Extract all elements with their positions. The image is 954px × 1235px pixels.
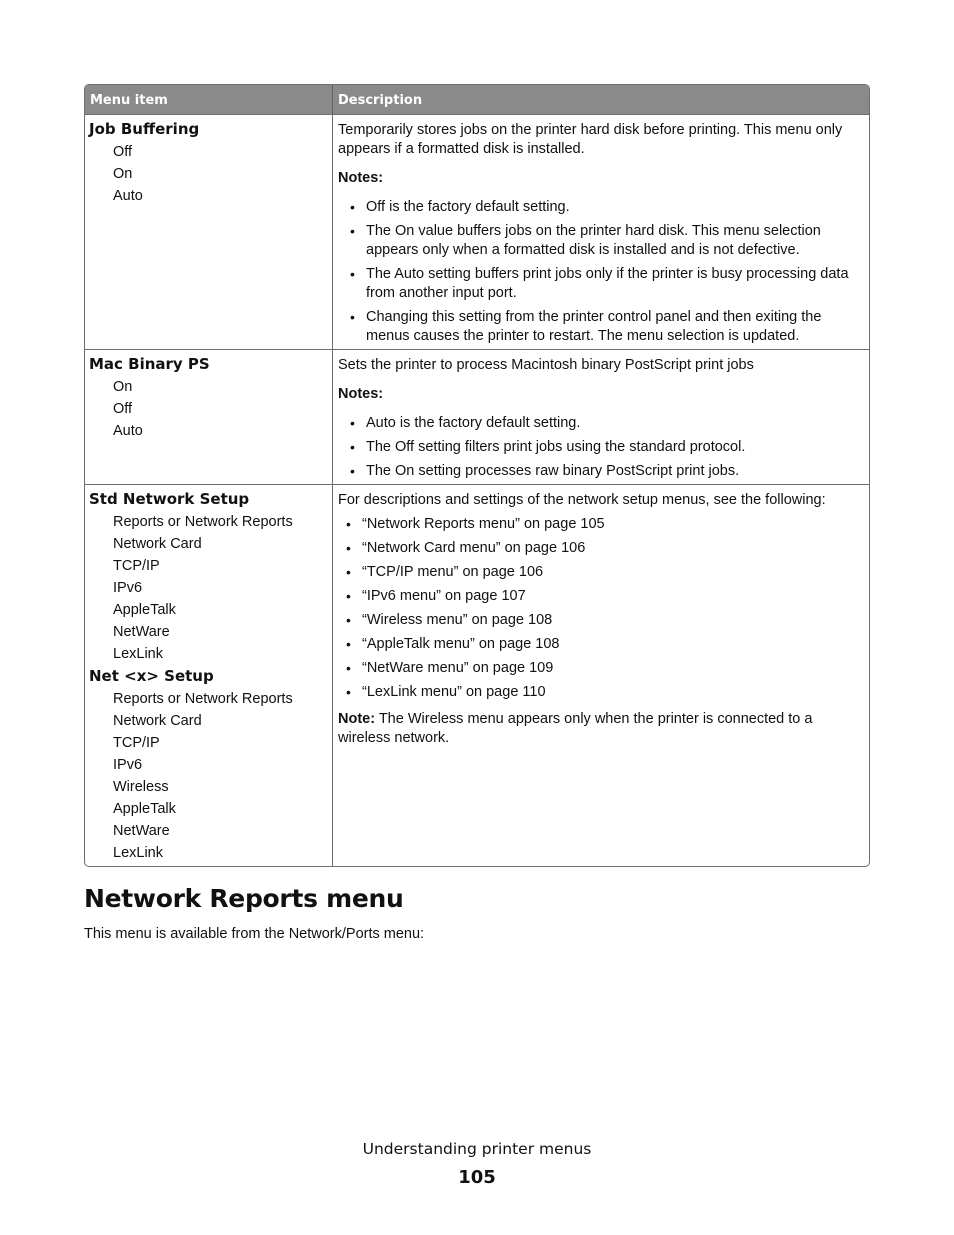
wireless-note xyxy=(338,710,865,748)
note-text: The On setting processes raw binary PostScript print jobs. xyxy=(366,463,740,479)
section-intro: This menu is available from the Network/Ports menu: xyxy=(84,926,425,942)
description-text: For descriptions and settings of the network setup menus, see the following: xyxy=(338,492,826,508)
list-item xyxy=(338,611,865,630)
menu-item-title: Net <x> Setup xyxy=(89,667,214,685)
table-header xyxy=(85,85,869,114)
reference-link[interactable]: “Network Reports menu” on page 105 xyxy=(362,516,605,532)
menu-option: NetWare xyxy=(113,624,170,640)
reference-link[interactable]: “LexLink menu” on page 110 xyxy=(362,684,546,700)
table-row-job-buffering xyxy=(85,114,869,349)
reference-link[interactable]: “Wireless menu” on page 108 xyxy=(362,612,553,628)
menu-option: IPv6 xyxy=(113,580,143,596)
bullet-icon: • xyxy=(346,636,351,652)
note-text: The On value buffers jobs on the printer hard disk. This menu selection appears only when a formatted disk is installed and is not defective. xyxy=(366,223,821,258)
menu-option: Network Card xyxy=(113,536,202,552)
list-item xyxy=(338,539,865,558)
bullet-icon: • xyxy=(346,540,351,556)
menu-item-cell xyxy=(85,350,333,484)
reference-list xyxy=(338,515,865,702)
list-item xyxy=(338,414,865,433)
menu-option: AppleTalk xyxy=(113,801,176,817)
menu-item-cell xyxy=(85,115,333,349)
bullet-icon: • xyxy=(350,463,355,479)
bullet-icon: • xyxy=(346,660,351,676)
menu-option: LexLink xyxy=(113,646,163,662)
header-menu-item: Menu item xyxy=(85,85,333,114)
notes-list xyxy=(338,198,865,346)
menu-item-cell xyxy=(85,485,333,866)
menu-item-title: Std Network Setup xyxy=(89,490,250,508)
list-item xyxy=(338,515,865,534)
menu-item-title: Job Buffering xyxy=(89,120,200,138)
menu-table xyxy=(84,84,870,867)
menu-option: On xyxy=(113,166,133,182)
notes-list xyxy=(338,414,865,481)
menu-option: Auto xyxy=(113,423,143,439)
menu-option: TCP/IP xyxy=(113,735,160,751)
reference-link[interactable]: “NetWare menu” on page 109 xyxy=(362,660,554,676)
notes-label: Notes: xyxy=(338,170,384,186)
menu-option: Off xyxy=(113,401,133,417)
bullet-icon: • xyxy=(346,684,351,700)
bullet-icon: • xyxy=(350,309,355,325)
menu-option: On xyxy=(113,379,133,395)
note-text: The Off setting filters print jobs using the standard protocol. xyxy=(366,439,746,455)
list-item xyxy=(338,659,865,678)
menu-item-title: Mac Binary PS xyxy=(89,355,210,373)
list-item xyxy=(338,563,865,582)
description-cell xyxy=(333,350,869,484)
table-row-mac-binary-ps xyxy=(85,349,869,484)
notes-label: Notes: xyxy=(338,386,384,402)
menu-option: Reports or Network Reports xyxy=(113,691,293,707)
reference-link[interactable]: “Network Card menu” on page 106 xyxy=(362,540,586,556)
bullet-icon: • xyxy=(346,612,351,628)
menu-option: Reports or Network Reports xyxy=(113,514,293,530)
menu-option: TCP/IP xyxy=(113,558,160,574)
list-item xyxy=(338,587,865,606)
list-item xyxy=(338,683,865,702)
list-item xyxy=(338,438,865,457)
bullet-icon: • xyxy=(350,439,355,455)
bullet-icon: • xyxy=(346,564,351,580)
description-cell xyxy=(333,485,869,866)
menu-option: AppleTalk xyxy=(113,602,176,618)
note-text: Changing this setting from the printer control panel and then exiting the menus causes the printer to restart. The menu selection is updated. xyxy=(366,309,822,344)
reference-link[interactable]: “IPv6 menu” on page 107 xyxy=(362,588,526,604)
bullet-icon: • xyxy=(346,588,351,604)
list-item xyxy=(338,222,865,260)
page-number: 105 xyxy=(458,1167,496,1188)
bullet-icon: • xyxy=(350,415,355,431)
list-item xyxy=(338,462,865,481)
menu-option: Wireless xyxy=(113,779,169,795)
list-item xyxy=(338,198,865,217)
menu-option: Auto xyxy=(113,188,143,204)
header-description: Description xyxy=(338,93,423,108)
menu-option: Network Card xyxy=(113,713,202,729)
list-item xyxy=(338,308,865,346)
bullet-icon: • xyxy=(350,223,355,239)
note-text: Auto is the factory default setting. xyxy=(366,415,581,431)
bullet-icon: • xyxy=(346,516,351,532)
bullet-icon: • xyxy=(350,266,355,282)
description-cell xyxy=(333,115,869,349)
reference-link[interactable]: “AppleTalk menu” on page 108 xyxy=(362,636,560,652)
list-item xyxy=(338,635,865,654)
note-text: Off is the factory default setting. xyxy=(366,199,570,215)
table-row-network-setup xyxy=(85,484,869,866)
note-label: Note: xyxy=(338,711,376,727)
footer-title: Understanding printer menus xyxy=(362,1140,592,1158)
menu-option: Off xyxy=(113,144,133,160)
section-heading: Network Reports menu xyxy=(84,884,404,913)
menu-option: NetWare xyxy=(113,823,170,839)
menu-option: LexLink xyxy=(113,845,163,861)
menu-option: IPv6 xyxy=(113,757,143,773)
bullet-icon: • xyxy=(350,199,355,215)
list-item xyxy=(338,265,865,303)
note-text: The Wireless menu appears only when the printer is connected to a wireless network. xyxy=(338,711,813,746)
reference-link[interactable]: “TCP/IP menu” on page 106 xyxy=(362,564,544,580)
note-text: The Auto setting buffers print jobs only if the printer is busy processing data from another input port. xyxy=(366,266,849,301)
description-text: Sets the printer to process Macintosh binary PostScript print jobs xyxy=(338,357,754,373)
description-text: Temporarily stores jobs on the printer hard disk before printing. This menu only appears if a formatted disk is installed. xyxy=(338,122,843,157)
